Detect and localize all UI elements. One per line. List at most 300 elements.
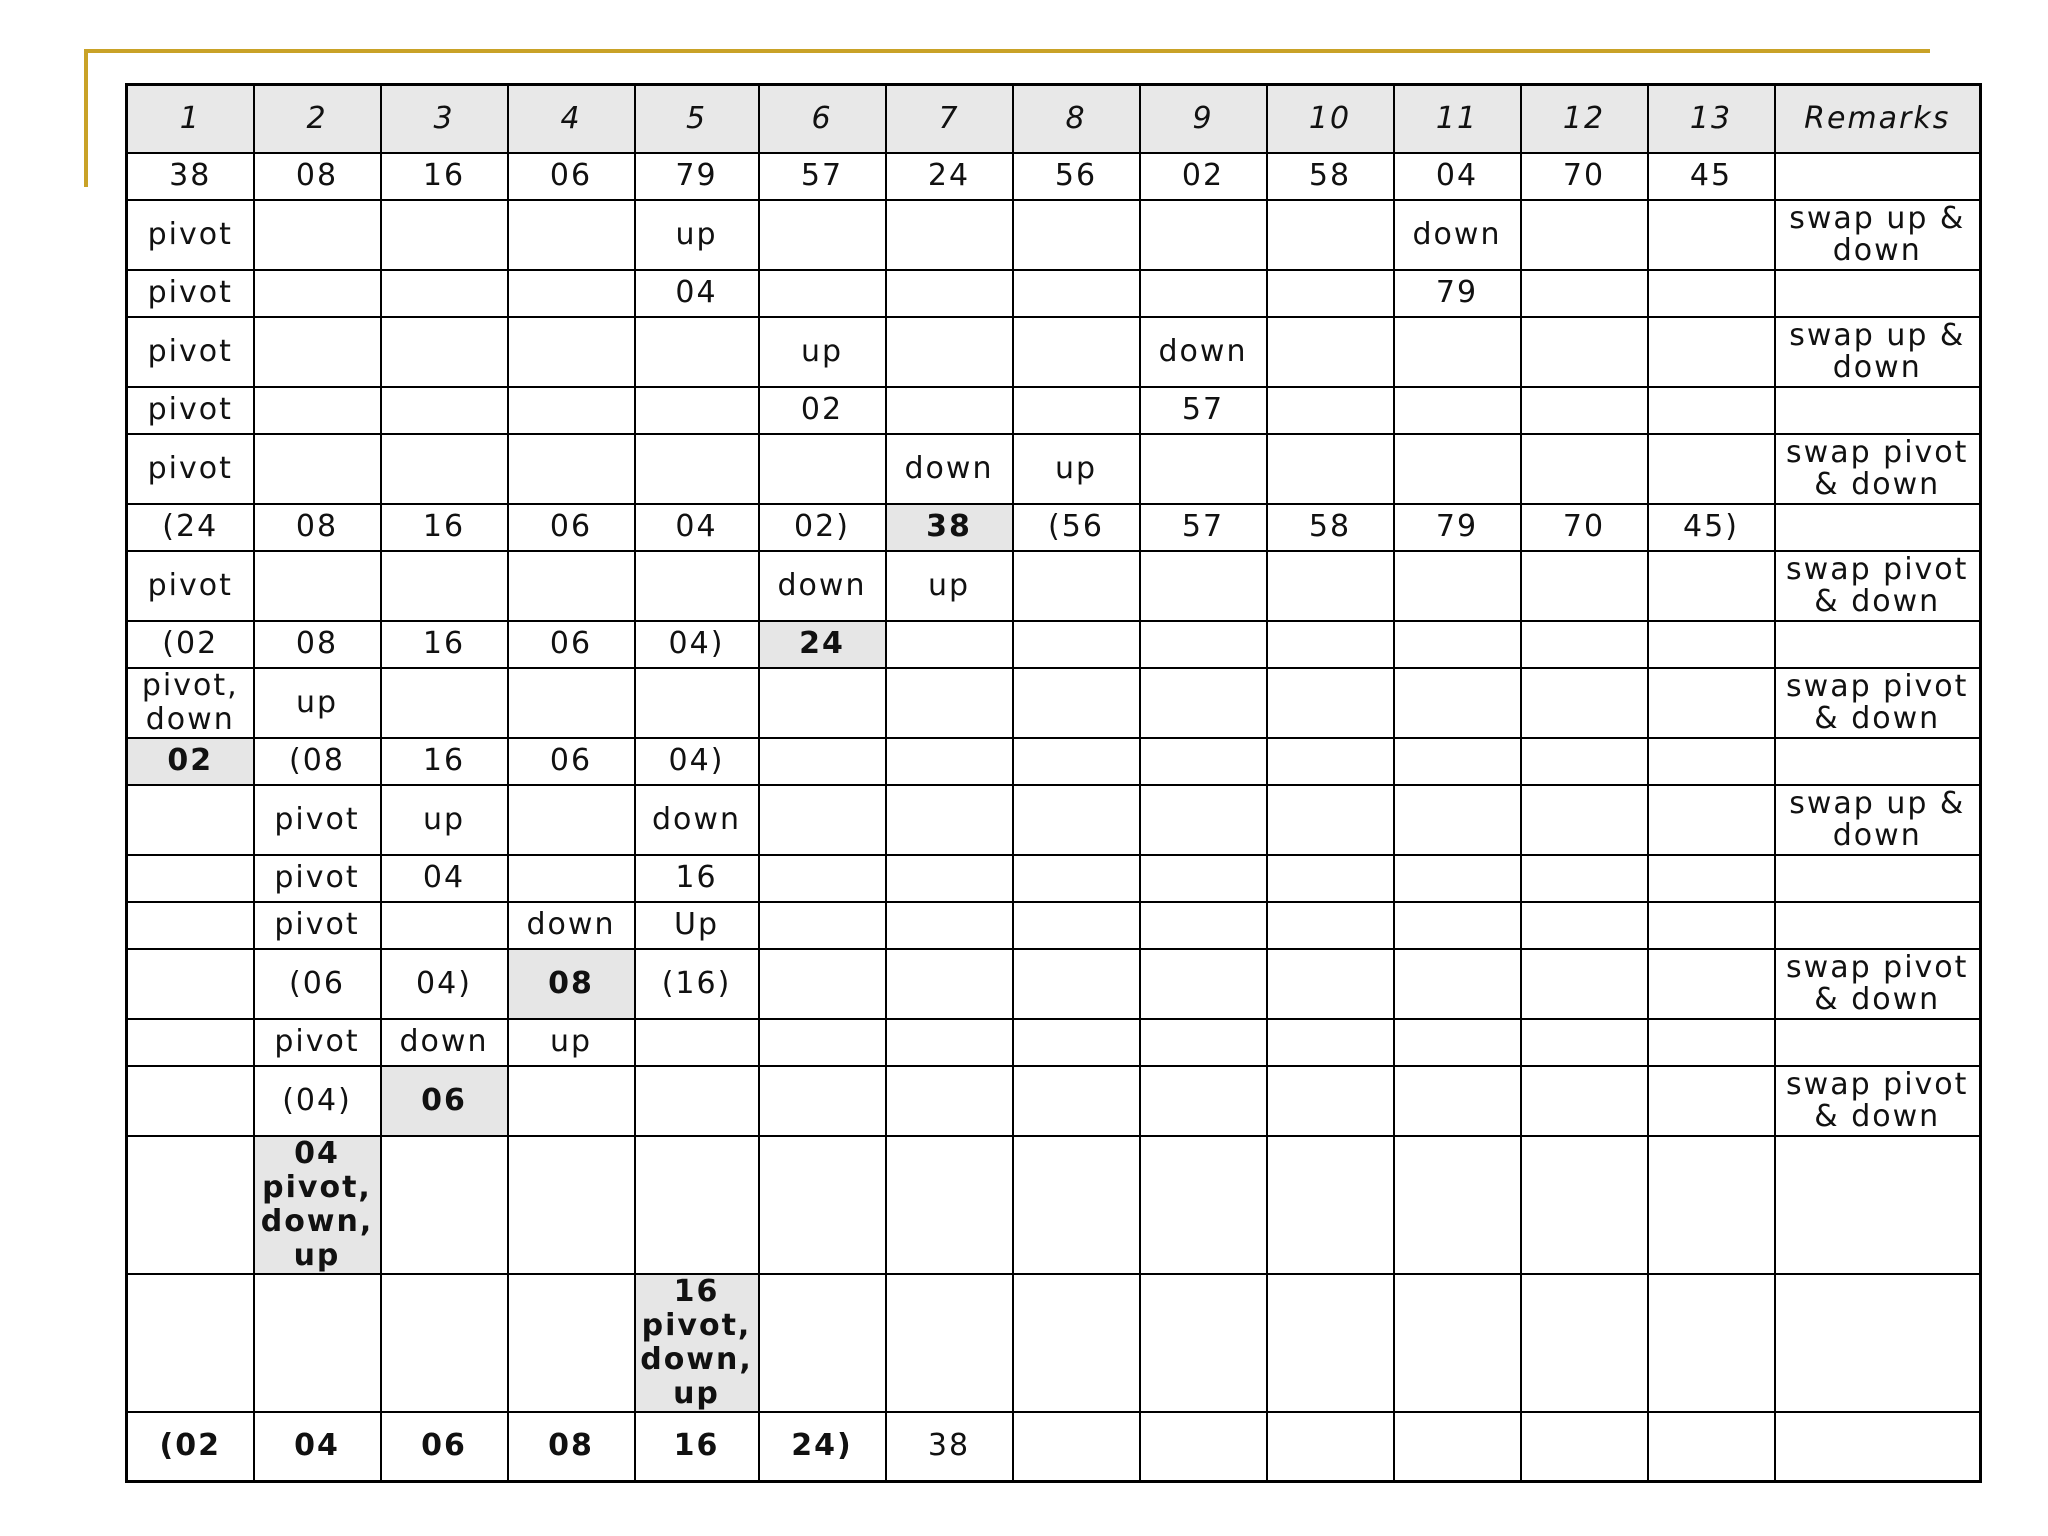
table-cell: down [886, 434, 1013, 504]
table-cell [1267, 621, 1394, 668]
table-cell [1140, 1019, 1267, 1066]
table-cell: 06 [508, 621, 635, 668]
table-cell [254, 551, 381, 621]
table-cell: pivot [127, 387, 254, 434]
table-cell [1013, 551, 1140, 621]
table-cell [1394, 621, 1521, 668]
table-cell [886, 1274, 1013, 1412]
table-cell: pivot [254, 855, 381, 902]
remarks-cell: swap up & down [1775, 785, 1981, 855]
table-cell: 02) [759, 504, 886, 551]
table-cell [1521, 855, 1648, 902]
table-cell [1140, 785, 1267, 855]
table-cell [1013, 270, 1140, 317]
table-cell [1521, 668, 1648, 738]
table-cell: 45 [1648, 153, 1775, 200]
table-cell [508, 785, 635, 855]
table-cell: pivot [127, 434, 254, 504]
table-cell [254, 317, 381, 387]
table-row [127, 1019, 1981, 1066]
table-cell: up [508, 1019, 635, 1066]
table-cell [508, 200, 635, 270]
table-cell: pivot [254, 1019, 381, 1066]
table-cell: (06 [254, 949, 381, 1019]
table-cell [1140, 1136, 1267, 1274]
table-cell: 08 [254, 504, 381, 551]
table-cell [1394, 738, 1521, 785]
table-cell [1521, 270, 1648, 317]
table-cell: pivot [127, 317, 254, 387]
table-cell [1394, 949, 1521, 1019]
table-cell [635, 1136, 759, 1274]
table-cell [635, 317, 759, 387]
table-cell: (02 [127, 621, 254, 668]
table-cell: 04) [635, 738, 759, 785]
table-cell: down [1140, 317, 1267, 387]
table-cell [635, 1019, 759, 1066]
table-cell [1648, 668, 1775, 738]
table-cell [1648, 785, 1775, 855]
table-cell [127, 1274, 254, 1412]
table-cell: (24 [127, 504, 254, 551]
table-row [127, 270, 1981, 317]
col-header-3: 3 [381, 85, 508, 153]
col-header-11: 11 [1394, 85, 1521, 153]
table-cell: up [886, 551, 1013, 621]
table-cell [1267, 855, 1394, 902]
table-cell [1140, 551, 1267, 621]
table-cell [1648, 317, 1775, 387]
table-row [127, 1136, 1981, 1274]
table-cell: 45) [1648, 504, 1775, 551]
table-cell [508, 855, 635, 902]
table-cell: up [759, 317, 886, 387]
table-cell [127, 785, 254, 855]
table-cell [1521, 387, 1648, 434]
table-cell [635, 1066, 759, 1136]
table-cell [508, 270, 635, 317]
table-cell: 57 [1140, 387, 1267, 434]
table-cell [1521, 949, 1648, 1019]
col-header-2: 2 [254, 85, 381, 153]
table-cell [381, 1136, 508, 1274]
table-cell: (08 [254, 738, 381, 785]
table-cell: up [635, 200, 759, 270]
table-cell [127, 1019, 254, 1066]
table-cell [759, 270, 886, 317]
table-cell [381, 902, 508, 949]
table-cell [1521, 1412, 1648, 1482]
table-cell [1013, 200, 1140, 270]
table-cell [759, 855, 886, 902]
table-cell [635, 387, 759, 434]
table-row [127, 504, 1981, 551]
table-cell: down [381, 1019, 508, 1066]
table-cell [886, 387, 1013, 434]
table-cell [508, 668, 635, 738]
table-cell [1267, 434, 1394, 504]
table-cell [886, 1136, 1013, 1274]
table-cell: 04 [635, 504, 759, 551]
table-row [127, 200, 1981, 270]
table-cell [759, 1066, 886, 1136]
col-header-1: 1 [127, 85, 254, 153]
table-cell [1648, 434, 1775, 504]
table-cell [1521, 738, 1648, 785]
remarks-cell: swap pivot & down [1775, 668, 1981, 738]
table-cell: 08 [508, 949, 635, 1019]
col-header-8: 8 [1013, 85, 1140, 153]
table-row [127, 621, 1981, 668]
table-cell [886, 902, 1013, 949]
table-cell [1140, 855, 1267, 902]
table-cell [127, 902, 254, 949]
col-header-7: 7 [886, 85, 1013, 153]
table-cell [254, 434, 381, 504]
table-cell [1521, 1274, 1648, 1412]
table-cell: up [254, 668, 381, 738]
table-cell [1140, 949, 1267, 1019]
col-header-12: 12 [1521, 85, 1648, 153]
table-cell: (16) [635, 949, 759, 1019]
remarks-cell [1775, 902, 1981, 949]
table-cell: 57 [1140, 504, 1267, 551]
table-cell: 70 [1521, 504, 1648, 551]
table-cell [1267, 1136, 1394, 1274]
table-cell [127, 1066, 254, 1136]
table-cell [1648, 200, 1775, 270]
table-cell [1013, 1066, 1140, 1136]
table-cell [1267, 317, 1394, 387]
table-cell [886, 200, 1013, 270]
table-cell [886, 949, 1013, 1019]
quicksort-trace-table [125, 83, 1982, 1483]
table-cell [1394, 1412, 1521, 1482]
table-cell [1521, 621, 1648, 668]
table-cell [1013, 785, 1140, 855]
table-cell [1267, 949, 1394, 1019]
table-cell [635, 434, 759, 504]
table-cell: 70 [1521, 153, 1648, 200]
table-cell: 04 pivot, down, up [254, 1136, 381, 1274]
table-cell: down [1394, 200, 1521, 270]
table-cell [381, 668, 508, 738]
table-cell [635, 668, 759, 738]
table-cell [1394, 855, 1521, 902]
table-cell: 79 [1394, 504, 1521, 551]
table-cell [1140, 434, 1267, 504]
table-row [127, 317, 1981, 387]
table-cell: 06 [508, 504, 635, 551]
table-cell [1521, 902, 1648, 949]
table-row [127, 855, 1981, 902]
header-row [127, 85, 1981, 153]
col-header-13: 13 [1648, 85, 1775, 153]
table-cell: 04) [381, 949, 508, 1019]
table-cell [1140, 1274, 1267, 1412]
table-cell: 56 [1013, 153, 1140, 200]
table-cell [759, 434, 886, 504]
table-cell [759, 902, 886, 949]
table-cell [1521, 785, 1648, 855]
table-cell [886, 317, 1013, 387]
table-cell [1267, 902, 1394, 949]
table-cell [127, 855, 254, 902]
table-cell [1267, 551, 1394, 621]
table-cell: pivot [127, 200, 254, 270]
table-cell [508, 317, 635, 387]
remarks-cell: swap pivot & down [1775, 551, 1981, 621]
col-header-4: 4 [508, 85, 635, 153]
table-cell: Up [635, 902, 759, 949]
table-cell [1140, 1066, 1267, 1136]
table-cell [1394, 1274, 1521, 1412]
remarks-cell [1775, 1136, 1981, 1274]
table-cell: down [635, 785, 759, 855]
table-cell: pivot [254, 902, 381, 949]
table-cell [1648, 738, 1775, 785]
table-cell [1267, 668, 1394, 738]
table-cell [1648, 1019, 1775, 1066]
table-cell [1648, 1274, 1775, 1412]
remarks-cell [1775, 738, 1981, 785]
table-cell [1013, 738, 1140, 785]
table-cell [1013, 855, 1140, 902]
table-row [127, 902, 1981, 949]
table-cell [1267, 738, 1394, 785]
table-row [127, 949, 1981, 1019]
table-cell: 16 [381, 504, 508, 551]
remarks-cell [1775, 621, 1981, 668]
table-cell [886, 738, 1013, 785]
table-cell: (04) [254, 1066, 381, 1136]
col-header-6: 6 [759, 85, 886, 153]
remarks-cell [1775, 1412, 1981, 1482]
table-cell [1394, 1019, 1521, 1066]
table-cell [1013, 668, 1140, 738]
table-cell: 16 [635, 855, 759, 902]
table-cell [381, 200, 508, 270]
table-cell: 79 [635, 153, 759, 200]
table-cell [1140, 270, 1267, 317]
table-cell [886, 668, 1013, 738]
table-cell [1648, 1136, 1775, 1274]
table-cell [1013, 1274, 1140, 1412]
col-header-remarks: Remarks [1775, 85, 1981, 153]
table-row [127, 668, 1981, 738]
table-cell: pivot [254, 785, 381, 855]
table-cell [1140, 621, 1267, 668]
table-cell: 58 [1267, 153, 1394, 200]
table-cell [381, 1274, 508, 1412]
table-cell [1140, 738, 1267, 785]
table-cell [886, 270, 1013, 317]
table-cell [254, 1274, 381, 1412]
table-cell [1267, 387, 1394, 434]
table-cell: 06 [508, 153, 635, 200]
table-cell [1267, 1066, 1394, 1136]
table-cell: 79 [1394, 270, 1521, 317]
table-cell: 24 [759, 621, 886, 668]
table-cell [1394, 551, 1521, 621]
table-cell [1648, 949, 1775, 1019]
remarks-cell [1775, 270, 1981, 317]
table-cell [254, 387, 381, 434]
table-cell [759, 785, 886, 855]
remarks-cell: swap up & down [1775, 200, 1981, 270]
table-cell [1013, 949, 1140, 1019]
table-cell [508, 551, 635, 621]
table-cell: 16 pivot, down, up [635, 1274, 759, 1412]
table-row [127, 785, 1981, 855]
table-cell: 08 [508, 1412, 635, 1482]
remarks-cell: swap up & down [1775, 317, 1981, 387]
table-cell [1521, 1066, 1648, 1136]
table-cell [1521, 1019, 1648, 1066]
remarks-cell [1775, 855, 1981, 902]
col-header-5: 5 [635, 85, 759, 153]
remarks-cell [1775, 1019, 1981, 1066]
col-header-10: 10 [1267, 85, 1394, 153]
table-cell [1013, 317, 1140, 387]
remarks-cell [1775, 387, 1981, 434]
table-cell: pivot [127, 551, 254, 621]
table-cell: (56 [1013, 504, 1140, 551]
table-cell: 06 [381, 1066, 508, 1136]
table-cell [1394, 1066, 1521, 1136]
table-cell: down [508, 902, 635, 949]
table-cell [1521, 1136, 1648, 1274]
table-cell [127, 949, 254, 1019]
table-cell: 02 [127, 738, 254, 785]
table-row [127, 1066, 1981, 1136]
table-cell [1140, 668, 1267, 738]
table-cell [1267, 200, 1394, 270]
table-cell: (02 [127, 1412, 254, 1482]
table-cell: 06 [381, 1412, 508, 1482]
table-cell [1394, 668, 1521, 738]
table-cell: 16 [381, 153, 508, 200]
table-cell [1013, 1019, 1140, 1066]
table-cell [1013, 1412, 1140, 1482]
remarks-cell: swap pivot & down [1775, 1066, 1981, 1136]
table-row [127, 1412, 1981, 1482]
remarks-cell: swap pivot & down [1775, 949, 1981, 1019]
table-cell [886, 1019, 1013, 1066]
table-cell [1648, 1412, 1775, 1482]
table-cell: 24 [886, 153, 1013, 200]
table-cell [254, 270, 381, 317]
table-cell: 16 [381, 621, 508, 668]
table-cell [508, 387, 635, 434]
table-cell [1521, 200, 1648, 270]
remarks-cell [1775, 504, 1981, 551]
table-cell [1267, 1412, 1394, 1482]
table-row [127, 738, 1981, 785]
slide-accent-bar [84, 49, 88, 187]
table-cell: 04 [635, 270, 759, 317]
table-cell [381, 317, 508, 387]
table-cell: 02 [1140, 153, 1267, 200]
table-cell [1013, 1136, 1140, 1274]
table-cell [1013, 387, 1140, 434]
table-cell [1394, 387, 1521, 434]
table-cell [508, 1136, 635, 1274]
table-cell [1648, 902, 1775, 949]
table-cell [1521, 317, 1648, 387]
table-cell [381, 551, 508, 621]
table-cell [1394, 317, 1521, 387]
table-cell [1267, 1019, 1394, 1066]
table-cell: 38 [127, 153, 254, 200]
table-cell: down [759, 551, 886, 621]
table-cell [1140, 1412, 1267, 1482]
table-row [127, 434, 1981, 504]
table-cell [759, 949, 886, 1019]
table-cell [1648, 387, 1775, 434]
table-cell: 02 [759, 387, 886, 434]
table-cell [1267, 1274, 1394, 1412]
table-row [127, 1274, 1981, 1412]
remarks-cell [1775, 1274, 1981, 1412]
col-header-9: 9 [1140, 85, 1267, 153]
table-cell [508, 1066, 635, 1136]
table-cell: 16 [381, 738, 508, 785]
table-cell [1648, 1066, 1775, 1136]
table-cell [508, 434, 635, 504]
remarks-cell: swap pivot & down [1775, 434, 1981, 504]
table-cell: 38 [886, 504, 1013, 551]
table-cell: up [1013, 434, 1140, 504]
table-cell [254, 200, 381, 270]
table-cell [759, 668, 886, 738]
table-cell [759, 1019, 886, 1066]
table-cell [1267, 270, 1394, 317]
table-cell [1521, 551, 1648, 621]
table-row [127, 387, 1981, 434]
table-cell [759, 738, 886, 785]
table-cell [1013, 902, 1140, 949]
table-cell [508, 1274, 635, 1412]
table-cell [759, 1136, 886, 1274]
table-cell: 04) [635, 621, 759, 668]
table-cell: 04 [254, 1412, 381, 1482]
table-cell [1267, 785, 1394, 855]
table-cell [1394, 1136, 1521, 1274]
table-row [127, 551, 1981, 621]
table-cell [1394, 785, 1521, 855]
table-cell: 08 [254, 153, 381, 200]
table-cell [1394, 902, 1521, 949]
remarks-cell [1775, 153, 1981, 200]
table-cell [1140, 200, 1267, 270]
table-cell [759, 200, 886, 270]
table-cell: pivot [127, 270, 254, 317]
table-cell: 24) [759, 1412, 886, 1482]
table-cell [127, 1136, 254, 1274]
table-cell [1013, 621, 1140, 668]
table-cell [886, 1066, 1013, 1136]
slide-accent-line [84, 49, 1930, 53]
table-cell: 04 [381, 855, 508, 902]
table-cell: 08 [254, 621, 381, 668]
table-cell: up [381, 785, 508, 855]
table-cell [1648, 621, 1775, 668]
table-cell: 06 [508, 738, 635, 785]
table-cell: 57 [759, 153, 886, 200]
table-cell [1394, 434, 1521, 504]
table-cell: 16 [635, 1412, 759, 1482]
